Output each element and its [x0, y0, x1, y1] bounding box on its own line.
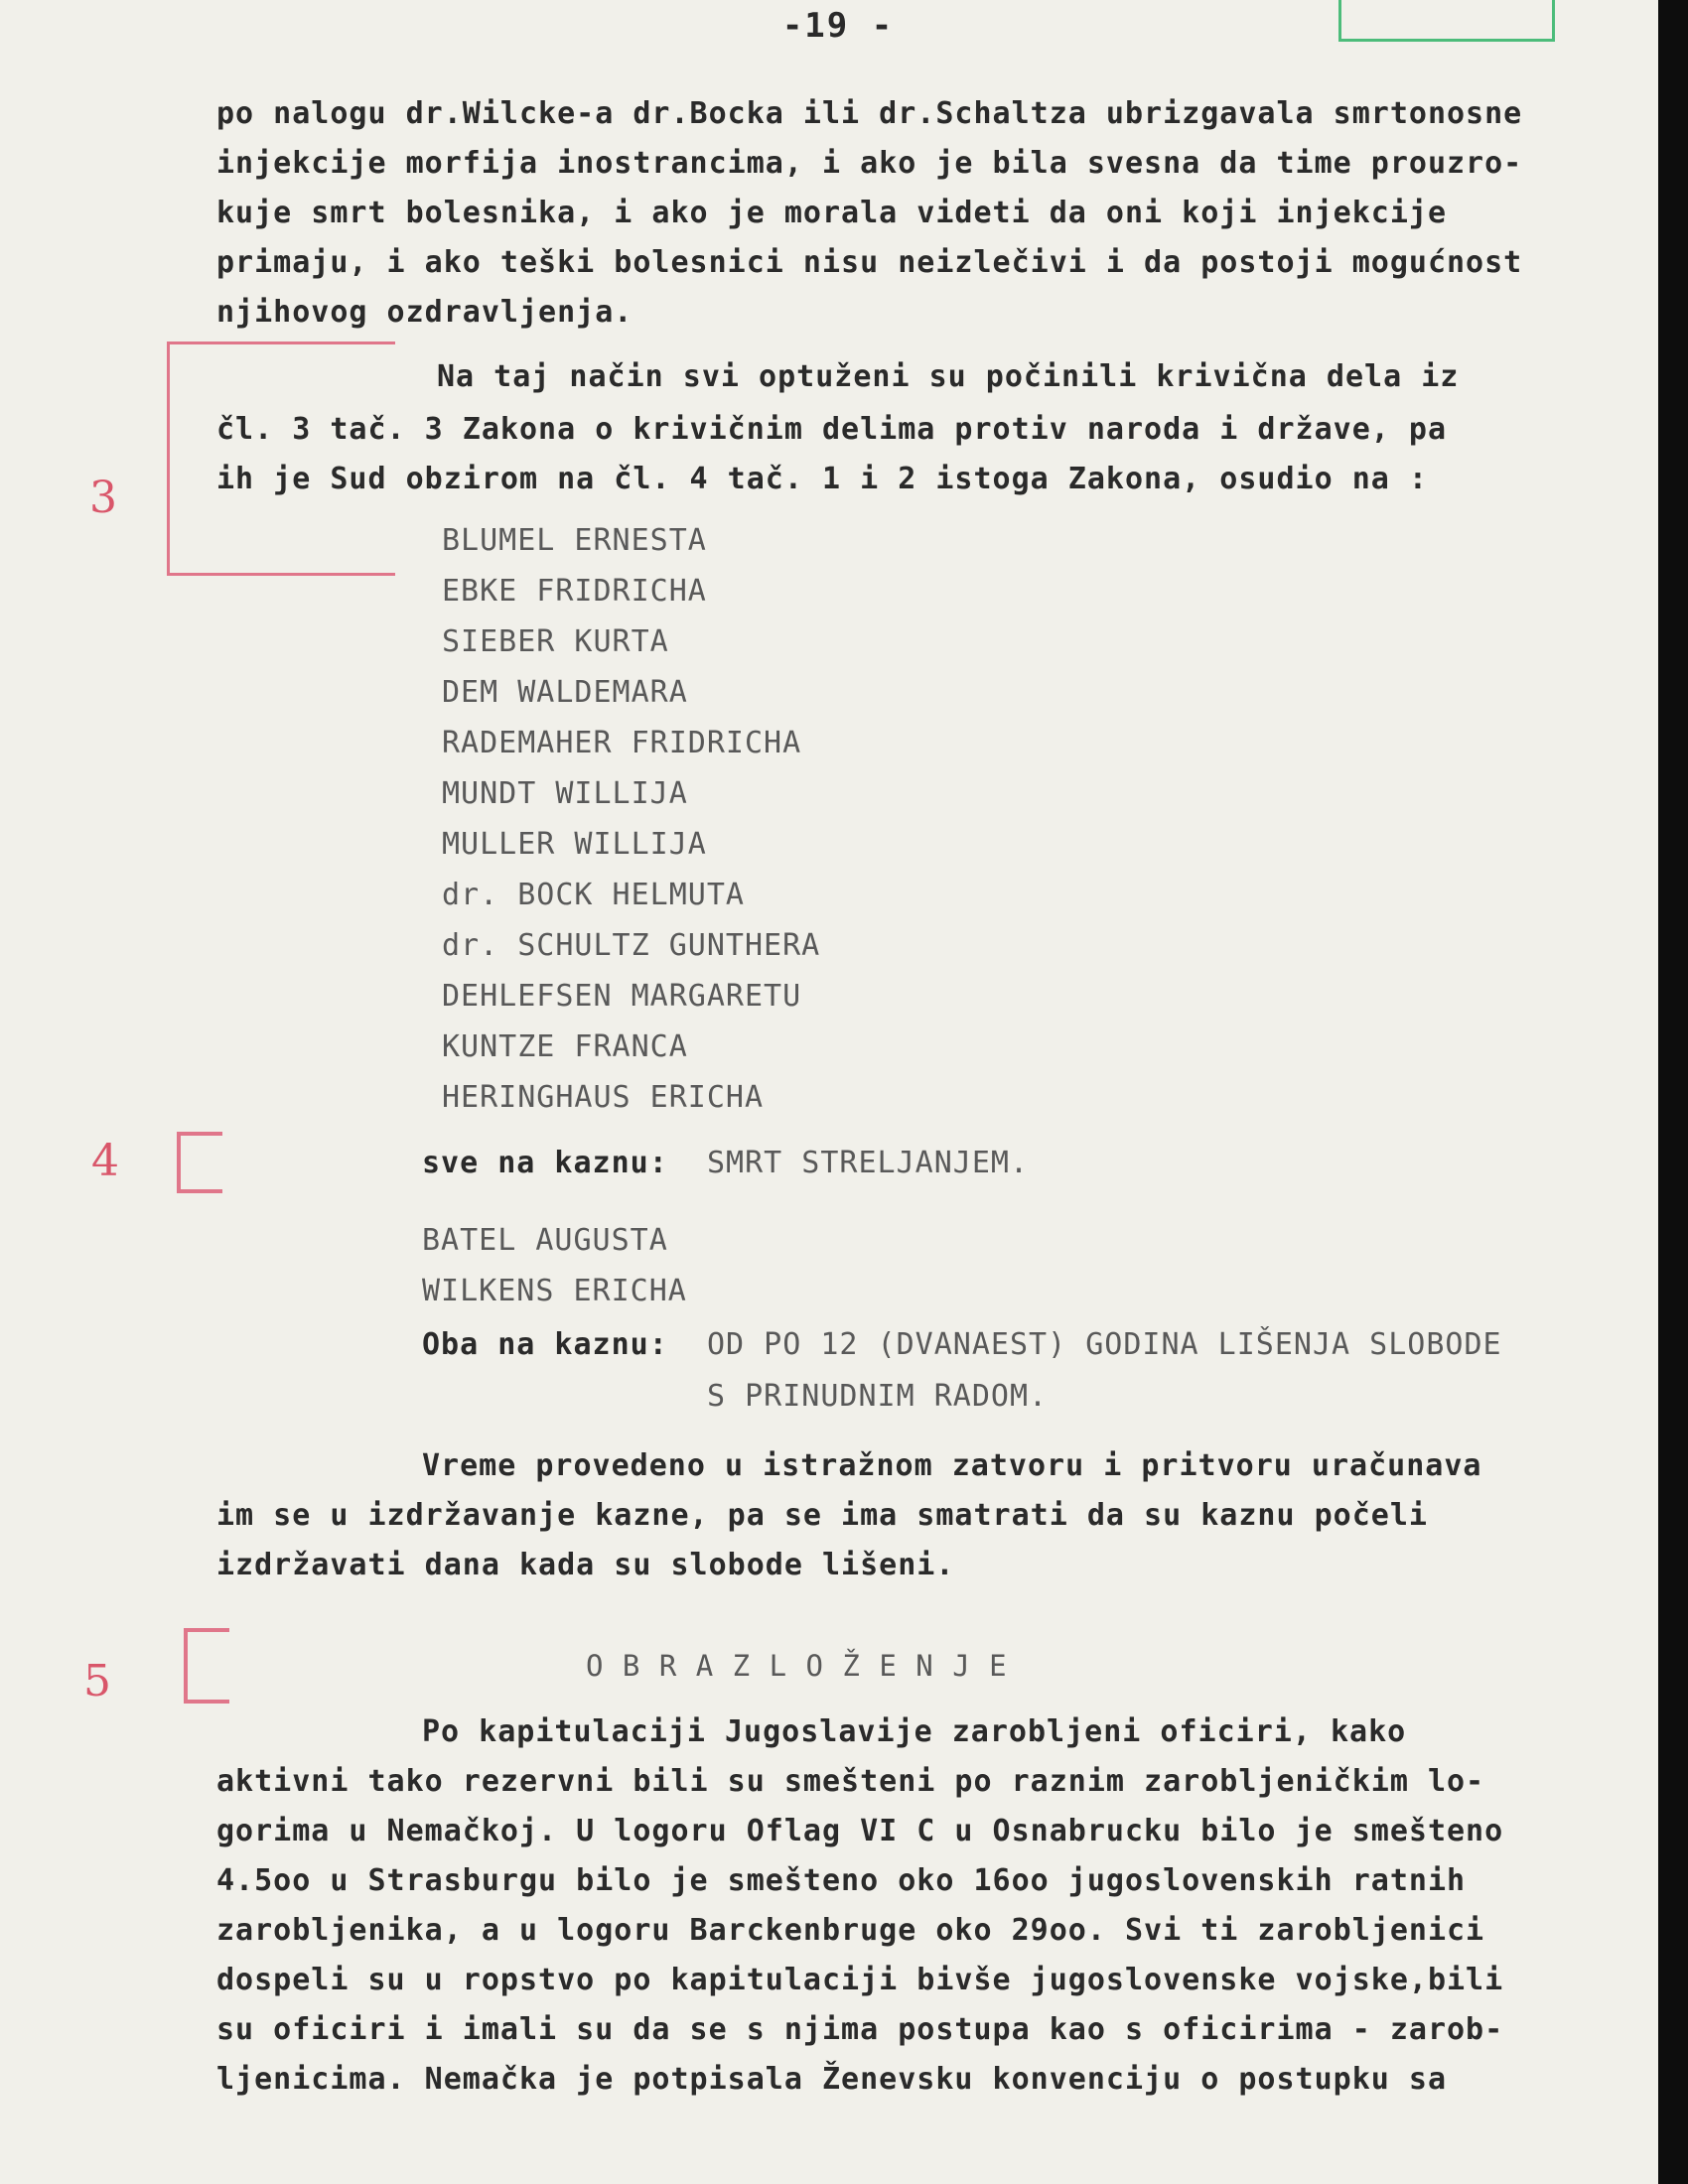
death-sentence-prefix: sve na kaznu:	[422, 1146, 668, 1180]
paragraph-2-line: čl. 3 tač. 3 Zakona o krivičnim delima protiv naroda i države, pa	[216, 412, 1447, 447]
paragraph-2-line: ih je Sud obzirom na čl. 4 tač. 1 i 2 istoga Zakona, osudio na :	[216, 462, 1428, 496]
paragraph-4-line: aktivni tako rezervni bili su smešteni po raznim zarobljeničkim lo-	[216, 1764, 1485, 1799]
paragraph-1-line: primaju, i ako teški bolesnici nisu neizlečivi i da postoji mogućnost	[216, 245, 1523, 280]
paragraph-1-line: kuje smrt bolesnika, i ako je morala videti da oni koji injekcije	[216, 196, 1447, 230]
paragraph-1-line: po nalogu dr.Wilcke-a dr.Bocka ili dr.Schaltza ubrizgavala smrtonosne	[216, 96, 1523, 131]
margin-bracket-4	[177, 1132, 222, 1193]
paragraph-4-line: gorima u Nemačkoj. U logoru Oflag VI C u Osnabrucku bilo je smešteno	[216, 1814, 1504, 1848]
prison-sentence-value-line-2: S PRINUDNIM RADOM.	[707, 1379, 1049, 1414]
scan-edge	[1658, 0, 1688, 2184]
paragraph-1-line: injekcije morfija inostrancima, i ako je bila svesna da time prouzro-	[216, 146, 1523, 181]
defendant-name: dr. BOCK HELMUTA	[442, 878, 745, 912]
prison-sentence-value-line-1: OD PO 12 (DVANAEST) GODINA LIŠENJA SLOBODE	[707, 1327, 1502, 1362]
paragraph-3-line: im se u izdržavanje kazne, pa se ima smatrati da su kaznu počeli	[216, 1498, 1428, 1533]
defendant-name: RADEMAHER FRIDRICHA	[442, 726, 802, 760]
paragraph-1-line: njihovog ozdravljenja.	[216, 295, 633, 330]
defendant-name: SIEBER KURTA	[442, 624, 669, 659]
prison-sentence-prefix: Oba na kaznu:	[422, 1327, 668, 1362]
paragraph-2-line: Na taj način svi optuženi su počinili krivična dela iz	[437, 359, 1460, 394]
defendant-name: WILKENS ERICHA	[422, 1274, 687, 1308]
margin-mark-5: 5	[83, 1656, 111, 1706]
defendant-name: EBKE FRIDRICHA	[442, 574, 707, 609]
defendant-name: HERINGHAUS ERICHA	[442, 1080, 765, 1115]
margin-bracket-5	[184, 1628, 229, 1704]
defendant-name: DEHLEFSEN MARGARETU	[442, 979, 802, 1014]
margin-mark-3: 3	[89, 473, 117, 523]
defendant-name: BATEL AUGUSTA	[422, 1223, 668, 1258]
margin-mark-4: 4	[91, 1136, 119, 1186]
defendant-name: MULLER WILLIJA	[442, 827, 707, 862]
defendant-name: DEM WALDEMARA	[442, 675, 688, 710]
paragraph-4-line: Po kapitulaciji Jugoslavije zarobljeni oficiri, kako	[422, 1714, 1407, 1749]
margin-bracket-3	[167, 341, 395, 576]
paragraph-4-line: 4.5oo u Strasburgu bilo je smešteno oko 16oo jugoslovenskih ratnih	[216, 1863, 1467, 1898]
page-number: -19 -	[781, 6, 895, 46]
paragraph-4-line: dospeli su u ropstvo po kapitulaciji bivše jugoslovenske vojske,bili	[216, 1963, 1504, 1997]
defendant-name: BLUMEL ERNESTA	[442, 523, 707, 558]
paragraph-3-line: izdržavati dana kada su slobode lišeni.	[216, 1548, 955, 1582]
defendant-name: MUNDT WILLIJA	[442, 776, 688, 811]
section-heading: O B R A Z L O Ž E N J E	[586, 1649, 1008, 1683]
death-sentence-value: SMRT STRELJANJEM.	[707, 1146, 1030, 1180]
paragraph-4-line: ljenicima. Nemačka je potpisala Ženevsku konvenciju o postupku sa	[216, 2062, 1447, 2097]
paragraph-3-line: Vreme provedeno u istražnom zatvoru i pritvoru uračunava	[422, 1448, 1482, 1483]
paragraph-4-line: su oficiri i imali su da se s njima postupa kao s oficirima - zarob-	[216, 2012, 1504, 2047]
paragraph-4-line: zarobljenika, a u logoru Barckenbruge oko 29oo. Svi ti zarobljenici	[216, 1913, 1485, 1948]
defendant-name: dr. SCHULTZ GUNTHERA	[442, 928, 821, 963]
defendant-name: KUNTZE FRANCA	[442, 1029, 688, 1064]
